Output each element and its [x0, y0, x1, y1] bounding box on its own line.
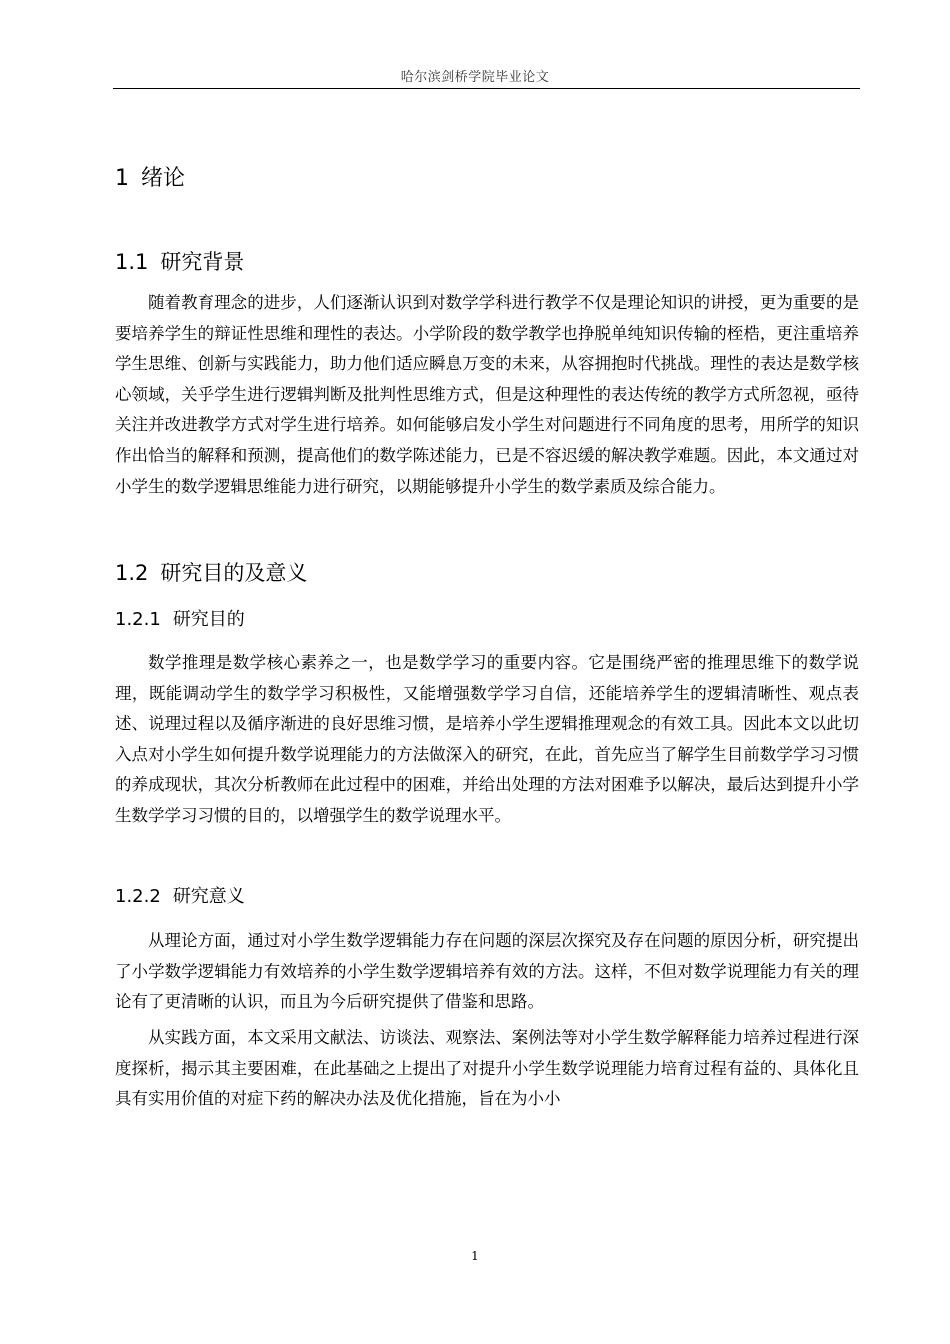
subsection-heading-1-2-1 [115, 607, 245, 633]
running-header: 哈尔滨剑桥学院毕业论文 [400, 70, 550, 85]
page-number: 1 [471, 1249, 479, 1263]
subsection-heading-1-2-2 [115, 884, 245, 910]
section-heading-1-1 [115, 248, 244, 276]
purpose-paragraph: 数学推理是数学核心素养之一，也是数学学习的重要内容。它是围绕严密的推理思维下的数学说理，既能调动学生的数学学习积极性，又能增强数学学习自信，还能培养学生的逻辑清晰性、观点表述、说理过程以及循序渐进的良好思维习惯，是培养小学生逻辑推理观念的有效工具。因此本文以此切入点对小学生如何提升数学说理能力的方法做深入的研究，在此，首先应当了解学生目前数学学习习惯的养成现状，其次分析教师在此过程中的困难，并给出处理的方法对困难予以解决，最后达到提升小学生数学学习习惯的目的，以增强学生的数学说理水平。 [115, 653, 859, 825]
chapter-title: 绪论 [141, 166, 186, 191]
subsection-title: 研究目的 [172, 609, 245, 630]
background-paragraph: 随着教育理念的进步，人们逐渐认识到对数学学科进行教学不仅是理论知识的讲授，更为重要的是要培养学生的辩证性思维和理性的表达。小学阶段的数学教学也挣脱单纯知识传输的桎梏，更注重培养学生思维、创新与实践能力，助力他们适应瞬息万变的未来，从容拥抱时代挑战。理性的表达是数学核心领域，关乎学生进行逻辑判断及批判性思维方式，但是这种理性的表达传统的教学方式所忽视，亟待关注并改进教学方式对学生进行培养。如何能够启发小学生对问题进行不同角度的思考，用所学的知识作出恰当的解释和预测，提高他们的数学陈述能力，已是不容迟缓的解决教学难题。因此，本文通过对小学生的数学逻辑思维能力进行研究，以期能够提升小学生的数学素质及综合能力。 [115, 293, 859, 496]
section-heading-1-2 [115, 559, 307, 587]
section-number: 1.1 [115, 250, 149, 274]
subsection-title: 研究意义 [172, 886, 245, 907]
section-number: 1.2 [115, 561, 149, 585]
significance-theory-paragraph: 从理论方面，通过对小学生数学逻辑能力存在问题的深层次探究及存在问题的原因分析，研究提出了小学数学逻辑能力有效培养的小学生数学逻辑培养有效的方法。这样，不但对数学说理能力有关的理论有了更清晰的认识，而且为今后研究提供了借鉴和思路。 [115, 931, 859, 1012]
chapter-number: 1 [115, 166, 129, 191]
header-divider [113, 88, 860, 89]
significance-practice-paragraph: 从实践方面，本文采用文献法、访谈法、观察法、案例法等对小学生数学解释能力培养过程进行深度探析，揭示其主要困难，在此基础之上提出了对提升小学生数学说理能力培育过程有益的、具体化且具有实用价值的对症下药的解决办法及优化措施，旨在为小小 [115, 1028, 859, 1109]
chapter-heading [115, 164, 185, 194]
section-title: 研究目的及意义 [160, 561, 308, 585]
subsection-number: 1.2.2 [115, 886, 161, 907]
subsection-number: 1.2.1 [115, 609, 161, 630]
section-title: 研究背景 [160, 250, 245, 274]
